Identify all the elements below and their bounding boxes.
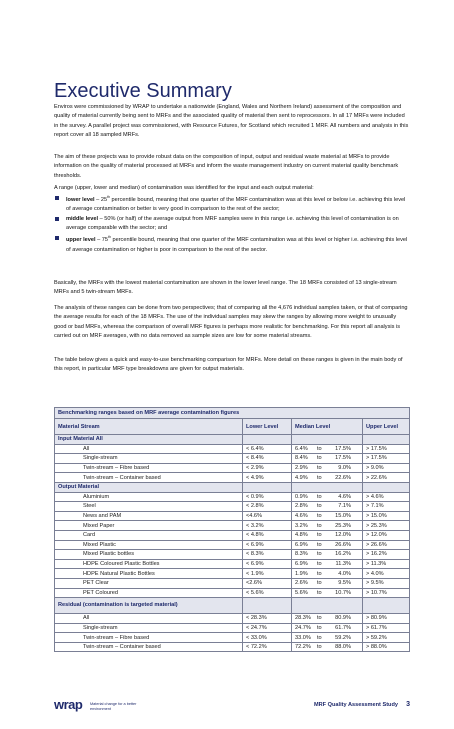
cell-lower-level: < 3.2%	[243, 521, 292, 531]
cell-material-stream: All	[55, 444, 243, 454]
section-empty-cell	[243, 435, 292, 445]
median-from: 28.3%	[295, 615, 311, 622]
median-to-word: to	[317, 551, 322, 558]
cell-lower-level: < 6.4%	[243, 444, 292, 454]
aim-paragraph: The aim of these projects was to provide robust data on the composition of input, output and residual waste material at MRFs to provide information on the quality of material processed at MRFs and inform the waste management industry on current material quality benchmark thresholds.	[54, 154, 399, 179]
median-to: 16.2%	[335, 551, 351, 558]
list-item: upper level – 75th percentile bound, meaning that one quarter of the MRF contamination was at this level or higher i.e. achieving this level of average contamination or higher is poor in comparison to the rest of the sector.	[54, 233, 409, 254]
cell-material-stream: All	[55, 614, 243, 624]
median-to-word: to	[317, 541, 322, 548]
cell-upper-level: > 9.0%	[363, 463, 410, 473]
page-number: 3	[406, 701, 410, 708]
table-row	[55, 511, 410, 521]
median-to: 59.2%	[335, 634, 351, 641]
median-to-word: to	[317, 580, 322, 587]
cell-material-stream: Single-stream	[55, 623, 243, 633]
section-heading: Input Material All	[55, 435, 243, 445]
cell-median-level	[292, 444, 363, 454]
table-row	[55, 463, 410, 473]
median-to: 25.3%	[335, 522, 351, 529]
table-section-row	[55, 598, 410, 614]
wrap-logo: wrap	[54, 697, 83, 712]
median-from: 3.2%	[295, 522, 308, 529]
median-to: 17.5%	[335, 455, 351, 462]
median-from: 8.3%	[295, 551, 308, 558]
cell-upper-level: > 11.3%	[363, 559, 410, 569]
cell-material-stream: Twin-stream – Fibre based	[55, 463, 243, 473]
cell-lower-level: < 2.8%	[243, 502, 292, 512]
cell-upper-level: > 88.0%	[363, 642, 410, 652]
table-row	[55, 540, 410, 550]
header-lower-level: Lower Level	[243, 419, 292, 435]
section-heading: Output Material	[55, 482, 243, 492]
cell-upper-level: > 15.0%	[363, 511, 410, 521]
cell-lower-level: < 33.0%	[243, 633, 292, 643]
table-caption: Benchmarking ranges based on MRF average contamination figures	[55, 408, 410, 419]
section-empty-cell	[363, 598, 410, 614]
median-from: 6.4%	[295, 445, 308, 452]
cell-median-level	[292, 511, 363, 521]
cell-upper-level: > 17.5%	[363, 454, 410, 464]
cell-median-level	[292, 502, 363, 512]
median-from: 0.9%	[295, 493, 308, 500]
median-to: 4.6%	[338, 493, 351, 500]
cell-upper-level: > 61.7%	[363, 623, 410, 633]
cell-median-level	[292, 642, 363, 652]
benchmark-table	[54, 407, 410, 652]
table-row	[55, 569, 410, 579]
median-to: 80.9%	[335, 615, 351, 622]
cell-upper-level: > 25.3%	[363, 521, 410, 531]
median-from: 6.9%	[295, 541, 308, 548]
median-from: 72.2%	[295, 644, 311, 651]
median-to-word: to	[317, 445, 322, 452]
median-from: 8.4%	[295, 455, 308, 462]
section-empty-cell	[292, 482, 363, 492]
range-paragraph: A range (upper, lower and median) of contamination was identified for the input and each output material: lower level – 25th percentile bound, meaning that one quarter of the MRF contamination was at this level or below i.e. achieving this level of average contamination or better is very good in comparison to the rest of the sector; middle level – 50% (or half) of the average output from MRF samples were in this range i.e. achieving this level of contamination is on average comparable with the sector; and upper level – 75th percentile bound, meaning that one quarter of the MRF contamination was at this level or higher i.e. achieving this level of average contamination or higher is poor in comparison to the rest of the sector.	[54, 184, 409, 255]
median-from: 5.6%	[295, 589, 308, 596]
median-to-word: to	[317, 455, 322, 462]
cell-material-stream: HDPE Coloured Plastic Bottles	[55, 559, 243, 569]
table-row	[55, 642, 410, 652]
table-row	[55, 502, 410, 512]
cell-lower-level: <2.6%	[243, 578, 292, 588]
section-empty-cell	[243, 482, 292, 492]
cell-upper-level: > 7.1%	[363, 502, 410, 512]
section-empty-cell	[243, 598, 292, 614]
table-row	[55, 521, 410, 531]
analysis-paragraph: The analysis of these ranges can be done from two perspectives; that of comparing all the 4,676 individual samples taken, or that of comparing the average results for each of the 18 MRFs. The use of the individual samples may skew the ranges by allowing more weight to unusually good or bad MRFs, whereas the comparison of overall MRF figures is perhaps more realistic for benchmarking. For this report all analysis is carried out on MRF averages, with no data removed as sample sizes are low for some material streams.	[54, 305, 408, 339]
cell-material-stream: Mixed Plastic	[55, 540, 243, 550]
table-row	[55, 578, 410, 588]
median-to: 26.6%	[335, 541, 351, 548]
cell-lower-level: < 8.4%	[243, 454, 292, 464]
median-to: 61.7%	[335, 624, 351, 631]
table-row	[55, 623, 410, 633]
cell-median-level	[292, 454, 363, 464]
median-to-word: to	[317, 493, 322, 500]
table-row	[55, 473, 410, 483]
median-from: 2.9%	[295, 465, 308, 472]
cell-upper-level: > 9.5%	[363, 578, 410, 588]
cell-material-stream: Aluminium	[55, 492, 243, 502]
cell-upper-level: > 80.9%	[363, 614, 410, 624]
median-to-word: to	[317, 589, 322, 596]
cell-median-level	[292, 633, 363, 643]
table-row	[55, 492, 410, 502]
table-row	[55, 454, 410, 464]
cell-lower-level: < 6.9%	[243, 540, 292, 550]
median-to: 11.3%	[335, 561, 351, 568]
cell-median-level	[292, 492, 363, 502]
table-row	[55, 530, 410, 540]
section-empty-cell	[292, 598, 363, 614]
table-section-row	[55, 482, 410, 492]
median-to: 17.5%	[335, 445, 351, 452]
cell-material-stream: Mixed Plastic bottles	[55, 550, 243, 560]
cell-material-stream: PET Coloured	[55, 588, 243, 598]
cell-material-stream: HDPE Natural Plastic Bottles	[55, 569, 243, 579]
header-median-level: Median Level	[292, 419, 363, 435]
cell-upper-level: > 26.6%	[363, 540, 410, 550]
cell-upper-level: > 4.6%	[363, 492, 410, 502]
median-to: 88.0%	[335, 644, 351, 651]
cell-median-level	[292, 588, 363, 598]
median-to-word: to	[317, 465, 322, 472]
page-title: Executive Summary	[54, 80, 232, 102]
cell-median-level	[292, 614, 363, 624]
median-from: 33.0%	[295, 634, 311, 641]
table-row	[55, 633, 410, 643]
median-to: 12.0%	[335, 532, 351, 539]
cell-median-level	[292, 521, 363, 531]
cell-median-level	[292, 540, 363, 550]
table-intro-paragraph: The table below gives a quick and easy-to-use benchmarking comparison for MRFs. More detail on these ranges is given in the main body of this report, in particular MRF type breakdowns are given for output materials.	[54, 357, 403, 373]
cell-lower-level: < 24.7%	[243, 623, 292, 633]
table-row	[55, 559, 410, 569]
cell-lower-level: < 2.9%	[243, 463, 292, 473]
cell-median-level	[292, 569, 363, 579]
median-from: 6.9%	[295, 561, 308, 568]
median-to-word: to	[317, 624, 322, 631]
cell-median-level	[292, 578, 363, 588]
cell-lower-level: < 6.9%	[243, 559, 292, 569]
median-from: 2.6%	[295, 580, 308, 587]
cell-lower-level: < 4.9%	[243, 473, 292, 483]
section-empty-cell	[292, 435, 363, 445]
section-empty-cell	[363, 482, 410, 492]
median-to-word: to	[317, 570, 322, 577]
median-to: 7.1%	[338, 503, 351, 510]
cell-median-level	[292, 473, 363, 483]
cell-median-level	[292, 623, 363, 633]
cell-material-stream: Twin-stream – Container based	[55, 473, 243, 483]
cell-material-stream: Card	[55, 530, 243, 540]
cell-material-stream: News and PAM	[55, 511, 243, 521]
table-row	[55, 588, 410, 598]
median-to: 10.7%	[335, 589, 351, 596]
intro-paragraph: Enviros were commissioned by WRAP to undertake a nationwide (England, Wales and Northern Ireland) assessment of the composition and quality of material currently being sent to MRFs and the associated quality of material then sent to reprocessors. In all 17 MRFs were included in the survey. A parallel project was commissioned, with Resource Futures, for Scotland which recruited 1 MRF. All numbers and analysis in this report cover all 18 sampled MRFs.	[54, 104, 409, 138]
page-footer	[54, 697, 410, 723]
median-to: 4.0%	[338, 570, 351, 577]
median-to-word: to	[317, 644, 322, 651]
cell-upper-level: > 16.2%	[363, 550, 410, 560]
cell-material-stream: Twin-stream – Fibre based	[55, 633, 243, 643]
cell-median-level	[292, 550, 363, 560]
cell-median-level	[292, 463, 363, 473]
median-to-word: to	[317, 522, 322, 529]
list-item: middle level – 50% (or half) of the average output from MRF samples were in this range i.e. achieving this level of contamination is on average comparable with the sector; and	[54, 215, 409, 234]
table-row	[55, 614, 410, 624]
table-caption-row	[55, 408, 410, 419]
cell-material-stream: PET Clear	[55, 578, 243, 588]
summary-paragraph: Basically, the MRFs with the lowest material contamination are shown in the lower level range. The 18 MRFs consisted of 13 single-stream MRFs and 5 twin-stream MRFs.	[54, 280, 397, 296]
square-bullet-icon	[55, 236, 59, 240]
cell-material-stream: Steel	[55, 502, 243, 512]
table-section-row	[55, 435, 410, 445]
cell-lower-level: < 5.6%	[243, 588, 292, 598]
cell-lower-level: < 0.9%	[243, 492, 292, 502]
cell-upper-level: > 10.7%	[363, 588, 410, 598]
square-bullet-icon	[55, 196, 59, 200]
cell-lower-level: < 8.3%	[243, 550, 292, 560]
header-upper-level: Upper Level	[363, 419, 410, 435]
median-to-word: to	[317, 474, 322, 481]
median-to-word: to	[317, 532, 322, 539]
table-header-row	[55, 419, 410, 435]
median-from: 4.6%	[295, 513, 308, 520]
cell-upper-level: > 4.0%	[363, 569, 410, 579]
section-empty-cell	[363, 435, 410, 445]
median-to: 22.6%	[335, 474, 351, 481]
cell-median-level	[292, 559, 363, 569]
cell-lower-level: <4.6%	[243, 511, 292, 521]
cell-upper-level: > 22.6%	[363, 473, 410, 483]
header-material-stream: Material Stream	[55, 419, 243, 435]
range-bullet-list	[54, 193, 409, 255]
table-row	[55, 550, 410, 560]
cell-upper-level: > 17.5%	[363, 444, 410, 454]
cell-material-stream: Twin-stream – Container based	[55, 642, 243, 652]
square-bullet-icon	[55, 217, 59, 221]
cell-upper-level: > 59.2%	[363, 633, 410, 643]
cell-material-stream: Single-stream	[55, 454, 243, 464]
median-from: 2.8%	[295, 503, 308, 510]
cell-lower-level: < 1.9%	[243, 569, 292, 579]
list-item: lower level – 25th percentile bound, meaning that one quarter of the MRF contamination was at this level or below i.e. achieving this level of average contamination or better is very good in comparison to the rest of the sector;	[54, 193, 409, 214]
median-from: 4.9%	[295, 474, 308, 481]
median-from: 1.9%	[295, 570, 308, 577]
median-to: 9.5%	[338, 580, 351, 587]
cell-lower-level: < 28.3%	[243, 614, 292, 624]
cell-median-level	[292, 530, 363, 540]
logo-tagline: Material change for a better environment	[90, 702, 137, 711]
median-to: 15.0%	[335, 513, 351, 520]
median-to-word: to	[317, 561, 322, 568]
table-row	[55, 444, 410, 454]
median-to-word: to	[317, 615, 322, 622]
median-to-word: to	[317, 634, 322, 641]
median-to: 9.0%	[338, 465, 351, 472]
median-to-word: to	[317, 503, 322, 510]
median-to-word: to	[317, 513, 322, 520]
study-title: MRF Quality Assessment Study	[313, 702, 398, 708]
median-from: 4.8%	[295, 532, 308, 539]
cell-material-stream: Mixed Paper	[55, 521, 243, 531]
cell-lower-level: < 72.2%	[243, 642, 292, 652]
cell-lower-level: < 4.8%	[243, 530, 292, 540]
section-heading: Residual (contamination is targeted material)	[55, 598, 243, 614]
median-from: 24.7%	[295, 624, 311, 631]
cell-upper-level: > 12.0%	[363, 530, 410, 540]
